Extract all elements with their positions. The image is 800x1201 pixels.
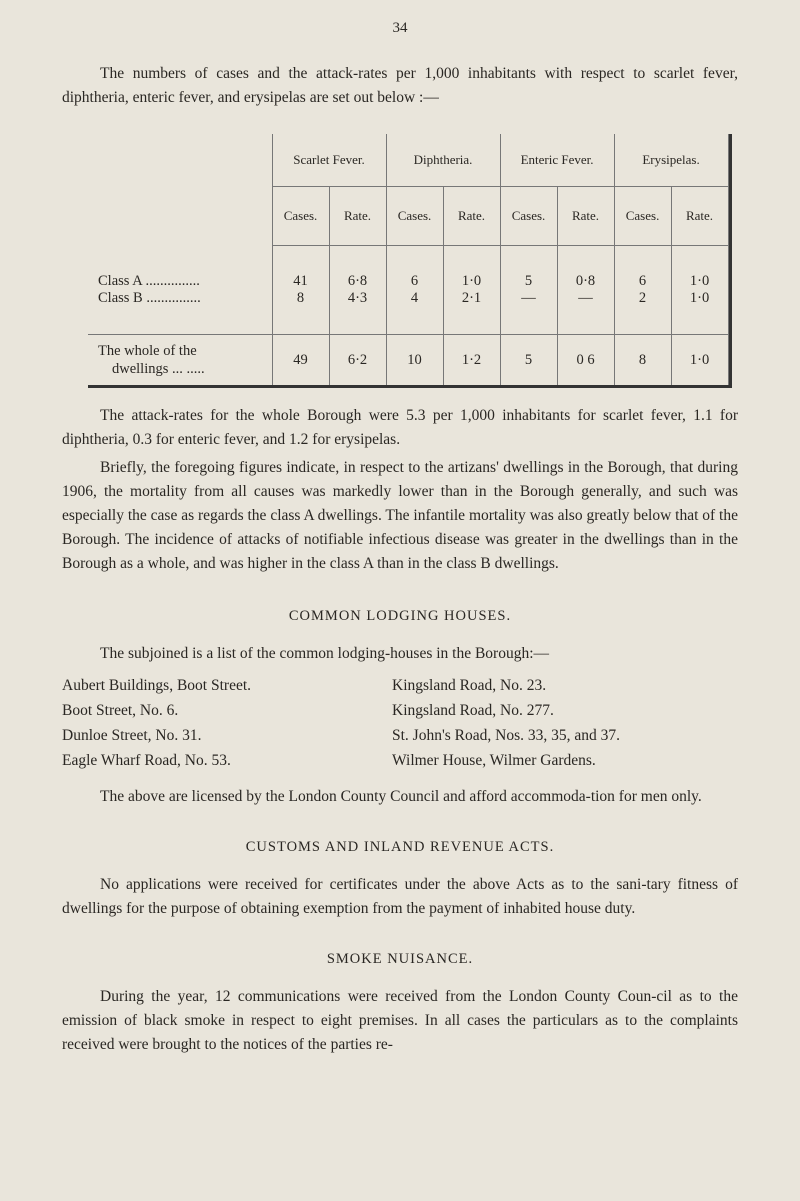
cell: 8 (296, 290, 305, 306)
cell: 10 (386, 335, 443, 386)
row-label-class-b: Class B ............... (98, 289, 201, 306)
cell: 0·8 (575, 273, 596, 289)
list-item: Kingsland Road, No. 23. (392, 677, 547, 694)
group-erysipelas: Erysipelas. (614, 134, 728, 187)
cell: 1·0 (689, 273, 710, 289)
smoke-paragraph: During the year, 12 communications were received from the London County Coun-cil as to the emission of black smoke in respect to eight premises. In all cases the particulars as to the complaints received were brought to the notices of the parties re- (62, 988, 738, 1053)
col-rate: Rate. (557, 187, 614, 246)
cell: 2 (638, 290, 647, 306)
col-cases: Cases. (614, 187, 671, 246)
cell: 6 (410, 273, 419, 289)
cell: 5 (524, 273, 533, 289)
group-enteric-fever: Enteric Fever. (500, 134, 614, 187)
cell: 0 6 (557, 335, 614, 386)
total-label-line2: dwellings ... ..... (112, 361, 205, 377)
group-scarlet-fever: Scarlet Fever. (272, 134, 386, 187)
cell: 1·2 (443, 335, 500, 386)
col-rate: Rate. (443, 187, 500, 246)
col-rate: Rate. (671, 187, 728, 246)
licensing-paragraph: The above are licensed by the London County Council and afford accommoda-tion for men only. (100, 788, 702, 805)
list-item: Boot Street, No. 6. (62, 702, 179, 719)
table-frame (88, 134, 732, 388)
cell: 2·1 (461, 290, 482, 306)
disease-table (88, 134, 729, 385)
list-item: Aubert Buildings, Boot Street. (62, 677, 252, 694)
cell: 49 (272, 335, 329, 386)
cell: 4 (410, 290, 419, 306)
table-row-total (88, 335, 728, 386)
attack-rates-paragraph: The attack-rates for the whole Borough were 5.3 per 1,000 inhabitants for scarlet fever, 1.1 for diphtheria, 0.3 for enteric fever, and 1.2 for erysipelas. (62, 407, 738, 448)
table-group-header (88, 134, 728, 187)
cell: 1·0 (461, 273, 482, 289)
total-label-line1: The whole of the (98, 343, 197, 359)
cell: 5 (500, 335, 557, 386)
intro-paragraph: The numbers of cases and the attack-rates per 1,000 inhabitants with respect to scarlet fever, diphtheria, enteric fever, and erysipelas are set out below :— (62, 65, 738, 106)
col-cases: Cases. (386, 187, 443, 246)
row-label-class-a: Class A ............... (98, 272, 200, 289)
list-item: Dunloe Street, No. 31. (62, 727, 202, 744)
cell: 6·8 (347, 273, 368, 289)
cell: 4·3 (347, 290, 368, 306)
col-cases: Cases. (272, 187, 329, 246)
page-number: 34 (392, 20, 408, 36)
lodging-house-list (62, 676, 738, 771)
summary-paragraph: Briefly, the foregoing figures indicate, in respect to the artizans' dwellings in the Borough, that during 1906, the mortality from all causes was markedly lower than in the Borough generally, and such was especially the case as regards the class A dwellings. The infantile mortality was also greatly below that of the Borough. The incidence of attacks of notifiable infectious disease was greater in the dwellings than in the Borough as a whole, and was higher in the class A than in the class B dwellings. (62, 459, 738, 572)
cell: — (578, 290, 593, 306)
list-item: Wilmer House, Wilmer Gardens. (392, 752, 596, 769)
heading-customs: CUSTOMS AND INLAND REVENUE ACTS. (245, 839, 555, 855)
heading-common-lodging-houses: COMMON LODGING HOUSES. (288, 608, 512, 624)
list-item: Eagle Wharf Road, No. 53. (62, 752, 231, 769)
group-diphtheria: Diphtheria. (386, 134, 500, 187)
cell: 6 (638, 273, 647, 289)
cell: 41 (293, 273, 308, 289)
heading-smoke-nuisance: SMOKE NUISANCE. (326, 951, 474, 967)
cell: 1·0 (689, 290, 710, 306)
cell: — (521, 290, 536, 306)
customs-paragraph: No applications were received for certificates under the above Acts as to the sani-tary fitness of dwellings for the purpose of obtaining exemption from the payment of inhabited house duty. (62, 876, 738, 917)
cell: 8 (614, 335, 671, 386)
list-item: Kingsland Road, No. 277. (392, 702, 554, 719)
col-cases: Cases. (500, 187, 557, 246)
lodging-intro: The subjoined is a list of the common lodging-houses in the Borough:— (100, 645, 550, 662)
cell: 6·2 (329, 335, 386, 386)
cell: 1·0 (671, 335, 728, 386)
table-rows-class (88, 246, 728, 335)
list-item: St. John's Road, Nos. 33, 35, and 37. (392, 727, 620, 744)
col-rate: Rate. (329, 187, 386, 246)
